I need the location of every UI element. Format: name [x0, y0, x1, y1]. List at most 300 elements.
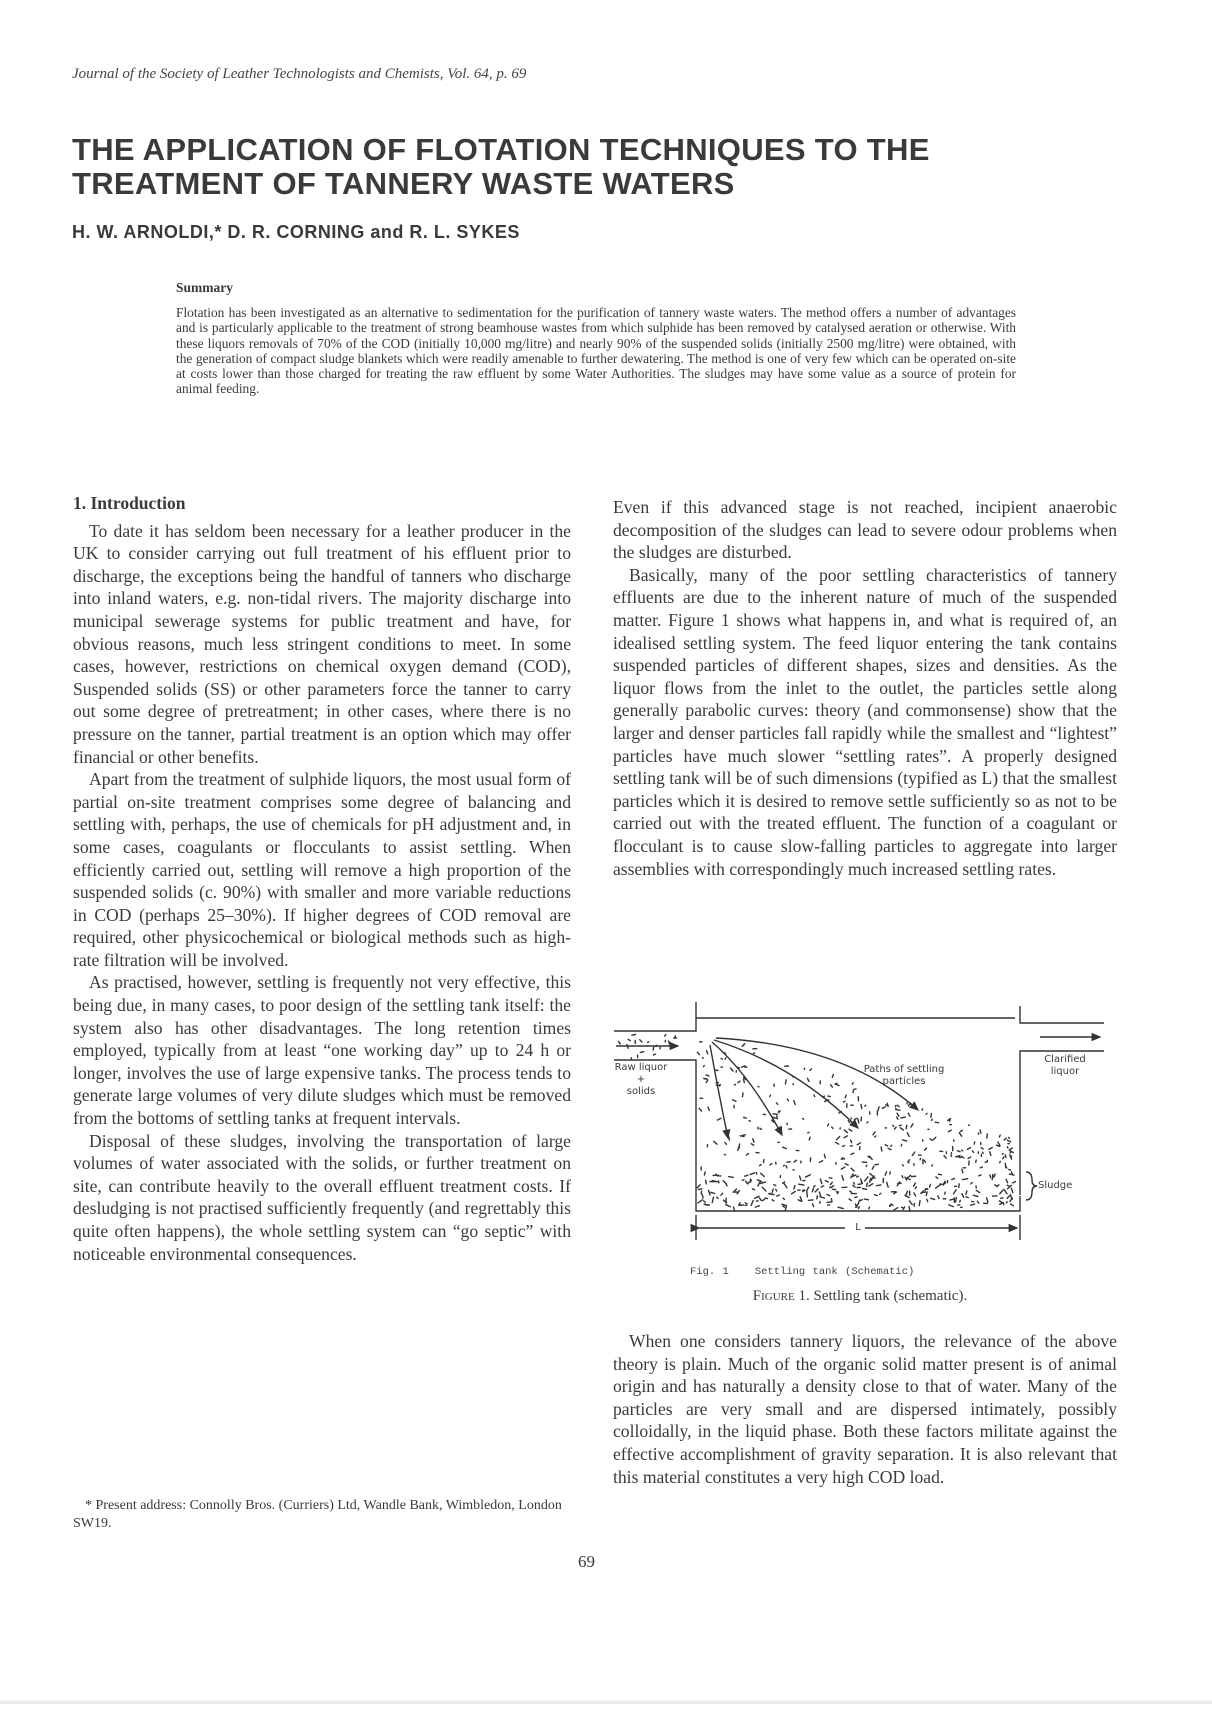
particle-mark	[632, 1034, 636, 1035]
particle-mark	[866, 1165, 867, 1166]
particle-mark	[872, 1166, 874, 1169]
particle-mark	[1008, 1137, 1009, 1138]
particle-mark	[806, 1175, 811, 1177]
particle-mark	[864, 1199, 868, 1200]
particle-mark	[990, 1175, 991, 1178]
particle-mark	[734, 1189, 736, 1192]
particle-mark	[859, 1207, 860, 1209]
particle-mark	[912, 1152, 914, 1155]
particle-mark	[867, 1183, 868, 1186]
particle-mark	[972, 1151, 973, 1153]
particle-mark	[706, 1180, 707, 1183]
particle-mark	[753, 1139, 754, 1142]
particle-mark	[704, 1065, 705, 1066]
particle-mark	[1007, 1140, 1011, 1142]
particle-mark	[932, 1165, 933, 1166]
particle-mark	[848, 1121, 849, 1123]
particle-mark	[936, 1177, 938, 1179]
particle-mark	[837, 1137, 840, 1140]
settling-path-2	[712, 1042, 782, 1135]
particle-mark	[760, 1182, 765, 1183]
particle-mark	[919, 1201, 920, 1206]
particle-mark	[742, 1044, 744, 1047]
particle-mark	[861, 1200, 863, 1201]
footnote	[73, 1497, 573, 1533]
particle-mark	[850, 1191, 852, 1192]
particle-mark	[843, 1146, 845, 1147]
particle-mark	[726, 1205, 730, 1207]
particle-mark	[881, 1147, 882, 1151]
particle-mark	[814, 1186, 815, 1187]
particle-mark	[1006, 1179, 1007, 1182]
particle-mark	[618, 1041, 620, 1043]
particle-mark	[831, 1085, 833, 1087]
particle-mark	[830, 1182, 832, 1184]
particle-mark	[1010, 1152, 1011, 1153]
inlet-pipe-bottom	[614, 1060, 1020, 1211]
label-raw-liquor: Raw liquor + solids	[614, 1062, 668, 1097]
particle-mark	[843, 1101, 845, 1102]
suspended-particles	[618, 1034, 1015, 1211]
particle-mark	[721, 1058, 722, 1059]
particle-mark	[772, 1189, 773, 1192]
particle-mark	[943, 1181, 945, 1185]
particle-mark	[854, 1118, 856, 1119]
particle-mark	[777, 1116, 778, 1119]
particle-mark	[707, 1051, 708, 1054]
particle-mark	[725, 1058, 726, 1059]
particle-mark	[783, 1147, 787, 1148]
particle-mark	[909, 1201, 912, 1205]
particle-mark	[897, 1117, 898, 1119]
particle-mark	[1007, 1147, 1008, 1148]
particle-mark	[770, 1164, 772, 1165]
particle-mark	[878, 1107, 879, 1111]
particle-mark	[702, 1194, 703, 1198]
particle-mark	[640, 1040, 642, 1042]
particle-mark	[743, 1079, 744, 1082]
particle-mark	[757, 1196, 759, 1197]
particle-mark	[799, 1184, 804, 1185]
particle-mark	[810, 1069, 811, 1070]
summary-text: Flotation has been investigated as an alternative to sedimentation for the purification of tannery waste waters. The method offers a number of advantages and is particularly applicable to the treatment of strong beamhouse wastes from which sulphide has been removed by catalysed aeration or otherwise. With these liquors removals of 70% of the COD (initially 10,000 mg/litre) and nearly 90% of the suspended solids (initially 2500 mg/litre) were obtained, with the generation of compact sludge blankets which were readily amenable to further dewatering. The method is one of very few which can be operated on-site at costs lower than those charged for treating the raw effluent by some Water Authorities. The sludges may have some value as a source of protein for animal feeding.	[176, 305, 1016, 397]
particle-mark	[906, 1125, 907, 1129]
particle-mark	[640, 1052, 644, 1053]
particle-mark	[813, 1204, 814, 1207]
particle-mark	[819, 1161, 822, 1163]
particle-mark	[734, 1084, 735, 1085]
particle-mark	[930, 1139, 931, 1140]
particle-mark	[832, 1127, 833, 1129]
particle-mark	[774, 1185, 776, 1186]
particle-mark	[750, 1173, 754, 1175]
particle-mark	[836, 1083, 837, 1084]
particle-mark	[1000, 1161, 1001, 1162]
particle-mark	[907, 1175, 910, 1178]
section-heading-introduction: 1. Introduction	[73, 493, 186, 513]
particle-mark	[933, 1137, 936, 1140]
particle-mark	[869, 1184, 873, 1186]
page-edge	[0, 1700, 1212, 1704]
inlet-pipe-top	[614, 1002, 696, 1031]
particle-mark	[704, 1172, 705, 1175]
particle-mark	[1007, 1185, 1009, 1186]
particle-mark	[784, 1165, 785, 1166]
particle-mark	[820, 1179, 822, 1184]
particle-mark	[841, 1167, 845, 1169]
particle-mark	[815, 1189, 818, 1192]
particle-mark	[665, 1035, 666, 1037]
particle-mark	[851, 1174, 853, 1178]
particle-mark	[725, 1143, 726, 1145]
particle-mark	[723, 1181, 726, 1184]
particle-mark	[1002, 1154, 1003, 1155]
particle-mark	[849, 1129, 852, 1131]
particle-mark	[885, 1172, 886, 1175]
particle-mark	[893, 1125, 894, 1126]
particle-mark	[791, 1192, 795, 1194]
particle-mark	[980, 1167, 982, 1168]
particle-mark	[1004, 1138, 1006, 1140]
figure-typed-number: Fig. 1	[690, 1266, 729, 1278]
particle-mark	[793, 1076, 794, 1077]
particle-mark	[949, 1205, 954, 1207]
particle-mark	[803, 1191, 805, 1192]
particle-mark	[890, 1204, 891, 1206]
particle-mark	[976, 1190, 979, 1192]
particle-mark	[907, 1133, 909, 1137]
particle-mark	[855, 1197, 857, 1198]
particle-mark	[711, 1192, 715, 1193]
particle-mark	[958, 1205, 960, 1206]
particle-mark	[927, 1199, 928, 1201]
particle-mark	[932, 1119, 933, 1120]
particle-mark	[1012, 1172, 1013, 1174]
particle-mark	[900, 1128, 903, 1130]
paragraph: When one considers tannery liquors, the relevance of the above theory is plain. Much of the organic solid matter present is of animal origin and has naturally a density close to that of water. Many of the particles are very small and are dispersed intimately, possibly colloidally, in the liquid phase. Both these factors militate against the effective accomplishment of gravity separation. It is also relevant that this material constitutes a very high COD load.	[613, 1331, 1117, 1487]
particle-mark	[717, 1118, 721, 1120]
particle-mark	[787, 1099, 788, 1101]
particle-mark	[925, 1149, 926, 1150]
particle-mark	[857, 1143, 860, 1145]
particle-mark	[746, 1153, 748, 1155]
particle-mark	[794, 1186, 795, 1189]
label-length-l: L	[855, 1222, 861, 1233]
particle-mark	[945, 1192, 946, 1194]
particle-mark	[915, 1187, 916, 1189]
particle-mark	[880, 1193, 881, 1194]
particle-mark	[851, 1140, 852, 1143]
summary-heading: Summary	[176, 280, 233, 295]
particle-mark	[770, 1193, 772, 1194]
title-line-2: TREATMENT OF TANNERY WASTE WATERS	[72, 166, 735, 201]
particle-mark	[778, 1112, 779, 1113]
particle-mark	[887, 1182, 888, 1187]
paragraph: As practised, however, settling is frequently not very effective, this being due, in many cases, to poor design of the settling tank itself: the system also has other disadvantages. The long retention times employed, typically from at least “one working day” up to 24 h or longer, involves the use of large expensive tanks. The process tends to generate large volumes of very dilute sludges which must be removed from the bottoms of settling tanks at frequent intervals.	[73, 972, 571, 1129]
label-paths-of-settling-particles: Paths of settling particles	[863, 1064, 945, 1087]
particle-mark	[936, 1186, 939, 1188]
particle-mark	[758, 1086, 759, 1087]
particle-mark	[819, 1192, 820, 1196]
particle-mark	[755, 1197, 757, 1198]
particle-mark	[844, 1130, 847, 1133]
paragraph: Disposal of these sludges, involving the transportation of large volumes of water associated with the solids, or further treatment on site, can contribute heavily to the overall effluent treatment costs. If desludging is not practised sufficiently frequently (and regrettably this quite often happens), the whole settling system can “go septic” with noticeable environmental consequences.	[73, 1130, 571, 1264]
particle-mark	[875, 1195, 878, 1196]
particle-mark	[724, 1154, 725, 1155]
particle-mark	[867, 1122, 868, 1123]
particle-mark	[738, 1147, 739, 1151]
particle-mark	[970, 1204, 974, 1205]
particle-mark	[838, 1207, 843, 1208]
particle-mark	[960, 1200, 961, 1202]
particle-mark	[814, 1095, 815, 1097]
particle-mark	[832, 1075, 833, 1078]
particle-mark	[759, 1198, 761, 1201]
particle-mark	[742, 1135, 745, 1136]
particle-mark	[979, 1175, 981, 1176]
figure-typed-title: Settling tank (Schematic)	[754, 1266, 915, 1278]
particle-mark	[1006, 1202, 1007, 1203]
particle-mark	[966, 1197, 968, 1198]
particle-mark	[733, 1100, 736, 1101]
particle-mark	[783, 1206, 785, 1207]
footnote-text: * Present address: Connolly Bros. (Curriers) Ltd, Wandle Bank, Wimbledon, London SW19.	[73, 1498, 562, 1531]
particle-mark	[648, 1042, 649, 1043]
particle-mark	[888, 1148, 891, 1149]
particle-mark	[784, 1183, 787, 1188]
particle-mark	[902, 1176, 903, 1178]
particle-mark	[842, 1176, 843, 1181]
particle-mark	[786, 1166, 787, 1168]
particle-mark	[897, 1113, 899, 1116]
particle-mark	[772, 1200, 774, 1201]
particle-mark	[836, 1142, 839, 1144]
article-title	[72, 133, 1072, 201]
particle-mark	[911, 1124, 913, 1127]
particle-mark	[930, 1184, 931, 1187]
particle-mark	[817, 1196, 818, 1199]
particle-mark	[717, 1197, 718, 1198]
particle-mark	[938, 1196, 939, 1199]
particle-mark	[875, 1164, 879, 1165]
left-column	[73, 492, 571, 1265]
particle-mark	[800, 1176, 801, 1180]
particle-mark	[976, 1160, 977, 1162]
particle-mark	[903, 1140, 907, 1141]
particle-mark	[865, 1105, 866, 1106]
particle-mark	[861, 1105, 862, 1109]
particle-mark	[744, 1117, 747, 1118]
particle-mark	[894, 1192, 897, 1194]
summary-block	[176, 280, 1016, 396]
particle-mark	[897, 1105, 899, 1107]
particle-mark	[989, 1148, 992, 1150]
particle-mark	[628, 1039, 630, 1040]
particle-mark	[794, 1101, 796, 1105]
particle-mark	[870, 1174, 872, 1175]
particle-mark	[1013, 1181, 1016, 1182]
particle-mark	[966, 1191, 967, 1194]
particle-mark	[1000, 1190, 1003, 1194]
particle-mark	[877, 1185, 881, 1186]
particle-mark	[931, 1198, 935, 1199]
particle-mark	[948, 1130, 951, 1132]
particle-mark	[783, 1198, 784, 1199]
particle-mark	[968, 1157, 971, 1159]
particle-mark	[980, 1130, 981, 1133]
particle-mark	[956, 1197, 957, 1202]
particle-mark	[708, 1107, 709, 1110]
page-number: 69	[578, 1552, 595, 1571]
particle-mark	[823, 1096, 825, 1097]
particle-mark	[953, 1190, 956, 1194]
particle-mark	[731, 1068, 734, 1071]
particle-mark	[990, 1152, 991, 1156]
particle-mark	[885, 1145, 887, 1147]
particle-mark	[926, 1113, 927, 1114]
figure-caption-prefix: Figure	[752, 1288, 795, 1304]
particle-mark	[697, 1052, 699, 1054]
particle-mark	[922, 1109, 923, 1110]
particle-mark	[718, 1181, 719, 1183]
particle-mark	[627, 1045, 628, 1049]
figure-caption	[600, 1288, 1120, 1305]
particle-mark	[921, 1192, 926, 1193]
particle-mark	[914, 1193, 916, 1196]
particle-mark	[762, 1187, 766, 1191]
particle-mark	[745, 1175, 748, 1176]
particle-mark	[869, 1207, 870, 1209]
particle-mark	[852, 1083, 853, 1084]
particle-mark	[857, 1176, 859, 1177]
particle-mark	[909, 1160, 910, 1162]
particle-mark	[653, 1054, 655, 1055]
particle-mark	[821, 1186, 824, 1187]
particle-mark	[812, 1188, 813, 1191]
particle-mark	[858, 1119, 859, 1123]
particle-mark	[785, 1206, 786, 1210]
particle-mark	[752, 1189, 754, 1190]
particle-mark	[1010, 1204, 1013, 1206]
particle-mark	[828, 1124, 829, 1126]
particle-mark	[785, 1080, 786, 1084]
particle-mark	[901, 1117, 905, 1118]
particle-mark	[807, 1078, 809, 1081]
particle-mark	[962, 1150, 963, 1151]
particle-mark	[653, 1047, 654, 1050]
particle-mark	[706, 1075, 709, 1076]
particle-mark	[845, 1164, 848, 1165]
particle-mark	[738, 1081, 740, 1082]
label-sludge: Sludge	[1038, 1180, 1073, 1191]
particle-mark	[729, 1177, 734, 1178]
particle-mark	[994, 1174, 995, 1177]
particle-mark	[773, 1117, 776, 1118]
running-head: Journal of the Society of Leather Technologists and Chemists, Vol. 64, p. 69	[72, 66, 527, 82]
particle-mark	[760, 1165, 762, 1166]
particle-mark	[875, 1136, 876, 1137]
particle-mark	[807, 1187, 809, 1190]
particle-mark	[836, 1163, 837, 1164]
particle-mark	[776, 1189, 777, 1191]
particle-mark	[995, 1185, 997, 1187]
particle-mark	[944, 1156, 946, 1159]
particle-mark	[809, 1137, 810, 1140]
particle-mark	[777, 1195, 780, 1196]
particle-mark	[951, 1155, 952, 1156]
particle-mark	[776, 1103, 777, 1105]
particle-mark	[931, 1114, 932, 1118]
particle-mark	[770, 1095, 771, 1096]
particle-mark	[999, 1201, 1002, 1203]
particle-mark	[882, 1107, 885, 1109]
particle-mark	[1010, 1155, 1011, 1157]
particle-mark	[894, 1127, 896, 1129]
particle-mark	[861, 1182, 862, 1183]
particle-mark	[827, 1194, 830, 1195]
particle-mark	[845, 1095, 846, 1098]
title-line-1: THE APPLICATION OF FLOTATION TECHNIQUES TO THE	[72, 132, 930, 167]
particle-mark	[957, 1151, 960, 1152]
particle-mark	[870, 1156, 872, 1159]
particle-mark	[914, 1183, 916, 1186]
particle-mark	[873, 1132, 875, 1135]
particle-mark	[751, 1201, 753, 1206]
particle-mark	[952, 1178, 955, 1179]
label-clarified-liquor: Clarified liquor	[1044, 1054, 1086, 1077]
particle-mark	[755, 1206, 759, 1207]
particle-mark	[760, 1128, 761, 1129]
particle-mark	[742, 1093, 743, 1097]
particle-mark	[1006, 1166, 1007, 1168]
particle-mark	[737, 1191, 739, 1194]
figure-caption-text: 1. Settling tank (schematic).	[794, 1288, 968, 1304]
particle-mark	[742, 1180, 744, 1181]
particle-mark	[1011, 1188, 1013, 1192]
particle-mark	[851, 1153, 854, 1154]
particle-mark	[844, 1136, 847, 1138]
sludge-brace	[1026, 1172, 1037, 1200]
particle-mark	[1004, 1189, 1007, 1193]
particle-mark	[962, 1179, 967, 1180]
particle-mark	[890, 1172, 891, 1174]
particle-mark	[825, 1181, 828, 1182]
particle-mark	[749, 1121, 750, 1122]
particle-mark	[698, 1189, 702, 1190]
particle-mark	[924, 1160, 925, 1162]
particle-mark	[981, 1148, 983, 1149]
particle-mark	[656, 1045, 657, 1046]
settling-tank-schematic	[600, 990, 1120, 1240]
particle-mark	[938, 1174, 941, 1175]
paragraph: Even if this advanced stage is not reached, incipient anaerobic decomposition of the sludges can lead to severe odour problems when the sludges are disturbed.	[613, 497, 1117, 563]
particle-mark	[868, 1156, 870, 1157]
particle-mark	[715, 1070, 718, 1071]
particle-mark	[974, 1142, 975, 1144]
paragraph: To date it has seldom been necessary for a leather producer in the UK to consider carrying out full treatment of his effluent prior to discharge, the exceptions being the handful of tanners who discharge into inland waters, e.g. non-tidal rivers. The majority discharge into municipal sewerage systems for public treatment and have, for obvious reasons, much less stringent conditions to meet. In some cases, however, restrictions on chemical oxygen demand (COD), Suspended solids (SS) or other parameters force the tanner to carry out some degree of pretreatment; in other cases, where there is no pressure on the tanner, partial treatment is an option which may offer financial or other benefits.	[73, 520, 571, 767]
paragraph: Basically, many of the poor settling characteristics of tannery effluents are due to the inherent nature of much of the suspended matter. Figure 1 shows what happens in, and what is required of, an idealised settling system. The feed liquor entering the tank contains suspended particles of different shapes, sizes and densities. As the liquor flows from the inlet to the outlet, the particles settle along generally parabolic curves: theory (and commonsense) show that the larger and denser particles fall rapidly while the smallest and “lightest” particles have much slower “settling rates”. A properly designed settling tank will be of such dimensions (typified as L) that the smallest particles which it is desired to remove settle sufficiently so as not to be carried out with the treated effluent. The function of a coagulant or flocculant is to cause slow-falling particles to aggregate into larger assemblies with correspondingly much increased settling rates.	[613, 564, 1117, 879]
particle-mark	[987, 1198, 988, 1202]
particle-mark	[787, 1162, 790, 1163]
particle-mark	[708, 1190, 710, 1194]
particle-mark	[745, 1203, 747, 1204]
particle-mark	[908, 1162, 909, 1163]
particle-mark	[962, 1194, 964, 1198]
figure-typed-label	[690, 1266, 914, 1278]
particle-mark	[992, 1176, 993, 1180]
particle-mark	[983, 1152, 984, 1153]
particle-mark	[698, 1200, 702, 1203]
